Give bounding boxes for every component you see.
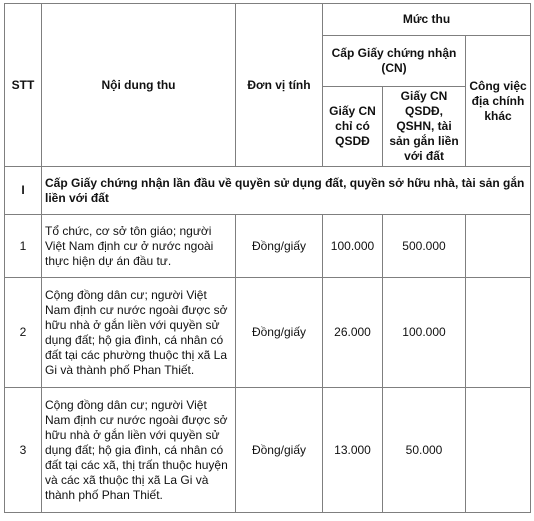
row-fee-other bbox=[466, 388, 531, 513]
row-unit: Đồng/giấy bbox=[236, 278, 323, 388]
table-row bbox=[5, 388, 531, 513]
row-stt: 3 bbox=[5, 388, 42, 513]
row-content: Cộng đồng dân cư; người Việt Nam định cư nước ngoài được sở hữu nhà ở gắn liền với quyền sử dụng đất; hộ gia đình, cá nhân có đất tại các phường thuộc thị xã La Gi và thành phố Phan Thiết. bbox=[42, 278, 236, 388]
header-stt: STT bbox=[5, 4, 42, 167]
row-fee-qsdd: 100.000 bbox=[323, 215, 383, 278]
row-fee-qsdd: 26.000 bbox=[323, 278, 383, 388]
row-fee-full: 50.000 bbox=[383, 388, 466, 513]
header-unit: Đơn vị tính bbox=[236, 4, 323, 167]
row-stt: 1 bbox=[5, 215, 42, 278]
header-other-work: Công việc địa chính khác bbox=[466, 36, 531, 167]
section-title: Cấp Giấy chứng nhận lần đầu về quyền sử dụng đất, quyền sở hữu nhà, tài sản gắn liền với đất bbox=[42, 167, 531, 215]
row-unit: Đồng/giấy bbox=[236, 215, 323, 278]
row-content: Tổ chức, cơ sở tôn giáo; người Việt Nam định cư ở nước ngoài thực hiện dự án đầu tư. bbox=[42, 215, 236, 278]
table-row bbox=[5, 278, 531, 388]
row-fee-full: 500.000 bbox=[383, 215, 466, 278]
header-fee-level: Mức thu bbox=[323, 4, 531, 36]
row-fee-other bbox=[466, 278, 531, 388]
section-row bbox=[5, 167, 531, 215]
section-number: I bbox=[5, 167, 42, 215]
fee-table bbox=[4, 3, 531, 513]
row-content: Cộng đồng dân cư; người Việt Nam định cư nước ngoài được sở hữu nhà ở gắn liền với quyền sử dụng đất; hộ gia đình, cá nhân có đất tại các xã, thị trấn thuộc huyện và các xã thuộc thị xã La Gi và thành phố Phan Thiết. bbox=[42, 388, 236, 513]
row-unit: Đồng/giấy bbox=[236, 388, 323, 513]
header-row-1 bbox=[5, 4, 531, 36]
row-fee-full: 100.000 bbox=[383, 278, 466, 388]
header-cert-qsdd: Giấy CN chỉ có QSDĐ bbox=[323, 87, 383, 167]
header-certificate: Cấp Giấy chứng nhận (CN) bbox=[323, 36, 466, 87]
table-row bbox=[5, 215, 531, 278]
header-content: Nội dung thu bbox=[42, 4, 236, 167]
row-fee-other bbox=[466, 215, 531, 278]
row-stt: 2 bbox=[5, 278, 42, 388]
header-cert-full: Giấy CN QSDĐ, QSHN, tài sản gắn liền với đất bbox=[383, 87, 466, 167]
row-fee-qsdd: 13.000 bbox=[323, 388, 383, 513]
